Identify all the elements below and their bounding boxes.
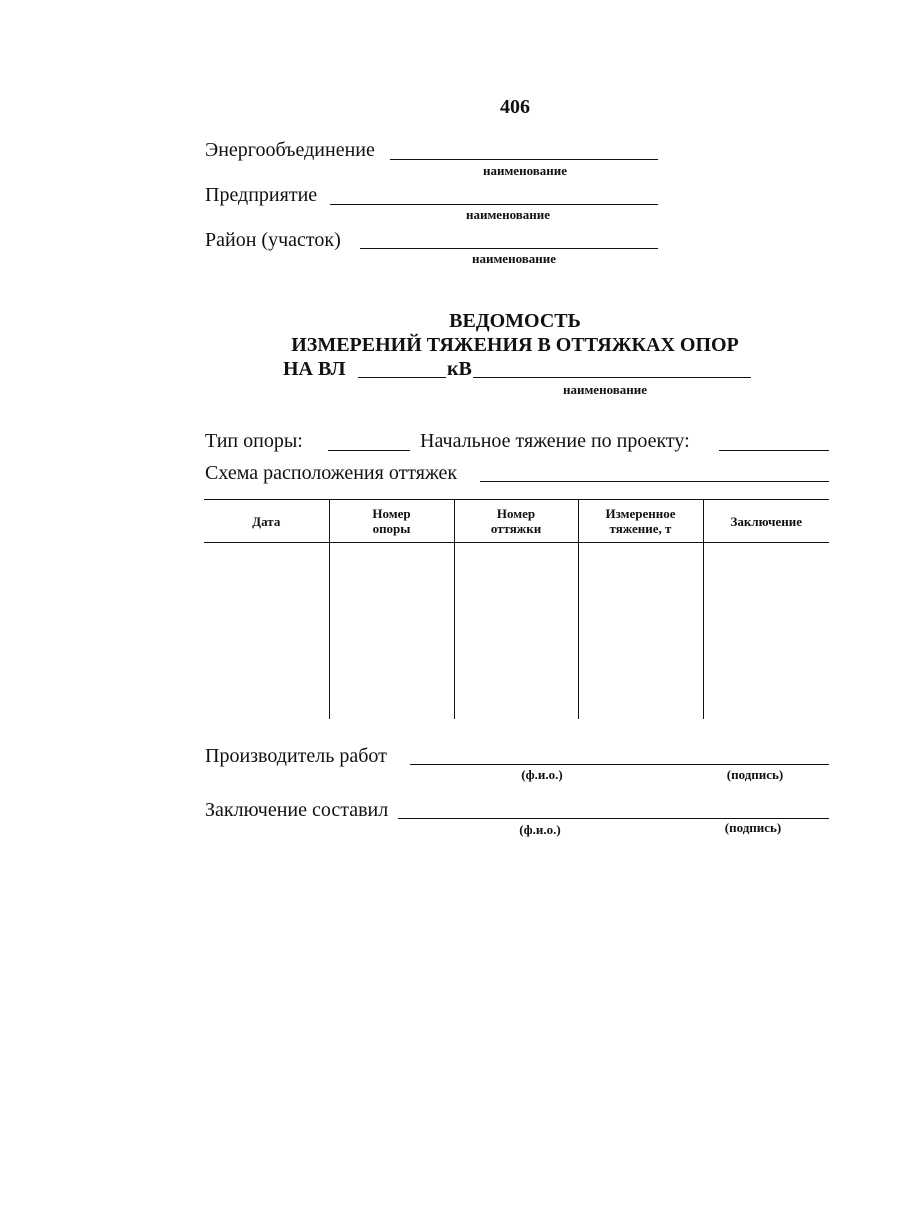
initial-tension-field[interactable] xyxy=(719,450,829,451)
line-prefix: НА ВЛ xyxy=(283,358,346,380)
support-type-field[interactable] xyxy=(328,450,410,451)
cell-conclusion[interactable] xyxy=(703,543,829,720)
line-name-caption: наименование xyxy=(562,382,648,397)
initial-tension-label: Начальное тяжение по проекту: xyxy=(420,430,690,452)
work-manager-sign-caption: (подпись) xyxy=(726,767,784,782)
enterprise-field[interactable] xyxy=(330,204,658,205)
voltage-field[interactable] xyxy=(358,377,446,378)
table-row xyxy=(204,543,829,720)
enterprise-caption: наименование xyxy=(465,207,551,222)
conclusion-author-sign-caption: (подпись) xyxy=(724,820,782,835)
conclusion-author-label: Заключение составил xyxy=(205,799,389,821)
document-subtitle: ИЗМЕРЕНИЙ ТЯЖЕНИЯ В ОТТЯЖКАХ ОПОР xyxy=(291,334,739,356)
energy-association-caption: наименование xyxy=(482,163,568,178)
conclusion-author-field[interactable] xyxy=(398,818,829,819)
page-number: 406 xyxy=(500,96,530,118)
measurement-table xyxy=(204,499,829,719)
line-name-field[interactable] xyxy=(473,377,751,378)
header-measured-tension: Измеренное тяжение, т xyxy=(578,500,703,543)
conclusion-author-name-caption: (ф.и.о.) xyxy=(519,822,561,837)
district-field[interactable] xyxy=(360,248,658,249)
enterprise-label: Предприятие xyxy=(205,184,318,206)
header-support-number: Номер опоры xyxy=(329,500,454,543)
scheme-field[interactable] xyxy=(480,481,829,482)
table-header-row xyxy=(204,500,829,543)
district-label: Район (участок) xyxy=(205,229,341,251)
cell-measured-tension[interactable] xyxy=(578,543,703,720)
energy-association-field[interactable] xyxy=(390,159,658,160)
header-conclusion: Заключение xyxy=(703,500,829,543)
work-manager-field[interactable] xyxy=(410,764,829,765)
voltage-unit: кВ xyxy=(447,358,472,380)
work-manager-name-caption: (ф.и.о.) xyxy=(521,767,563,782)
document-title: ВЕДОМОСТЬ xyxy=(449,310,581,332)
cell-date[interactable] xyxy=(204,543,329,720)
cell-support-number[interactable] xyxy=(329,543,454,720)
work-manager-label: Производитель работ xyxy=(205,745,387,767)
header-date: Дата xyxy=(204,500,329,543)
cell-guy-number[interactable] xyxy=(454,543,578,720)
district-caption: наименование xyxy=(471,251,557,266)
header-guy-number: Номер оттяжки xyxy=(454,500,578,543)
support-type-label: Тип опоры: xyxy=(205,430,303,452)
scheme-label: Схема расположения оттяжек xyxy=(205,462,458,484)
energy-association-label: Энергообъединение xyxy=(205,139,375,161)
